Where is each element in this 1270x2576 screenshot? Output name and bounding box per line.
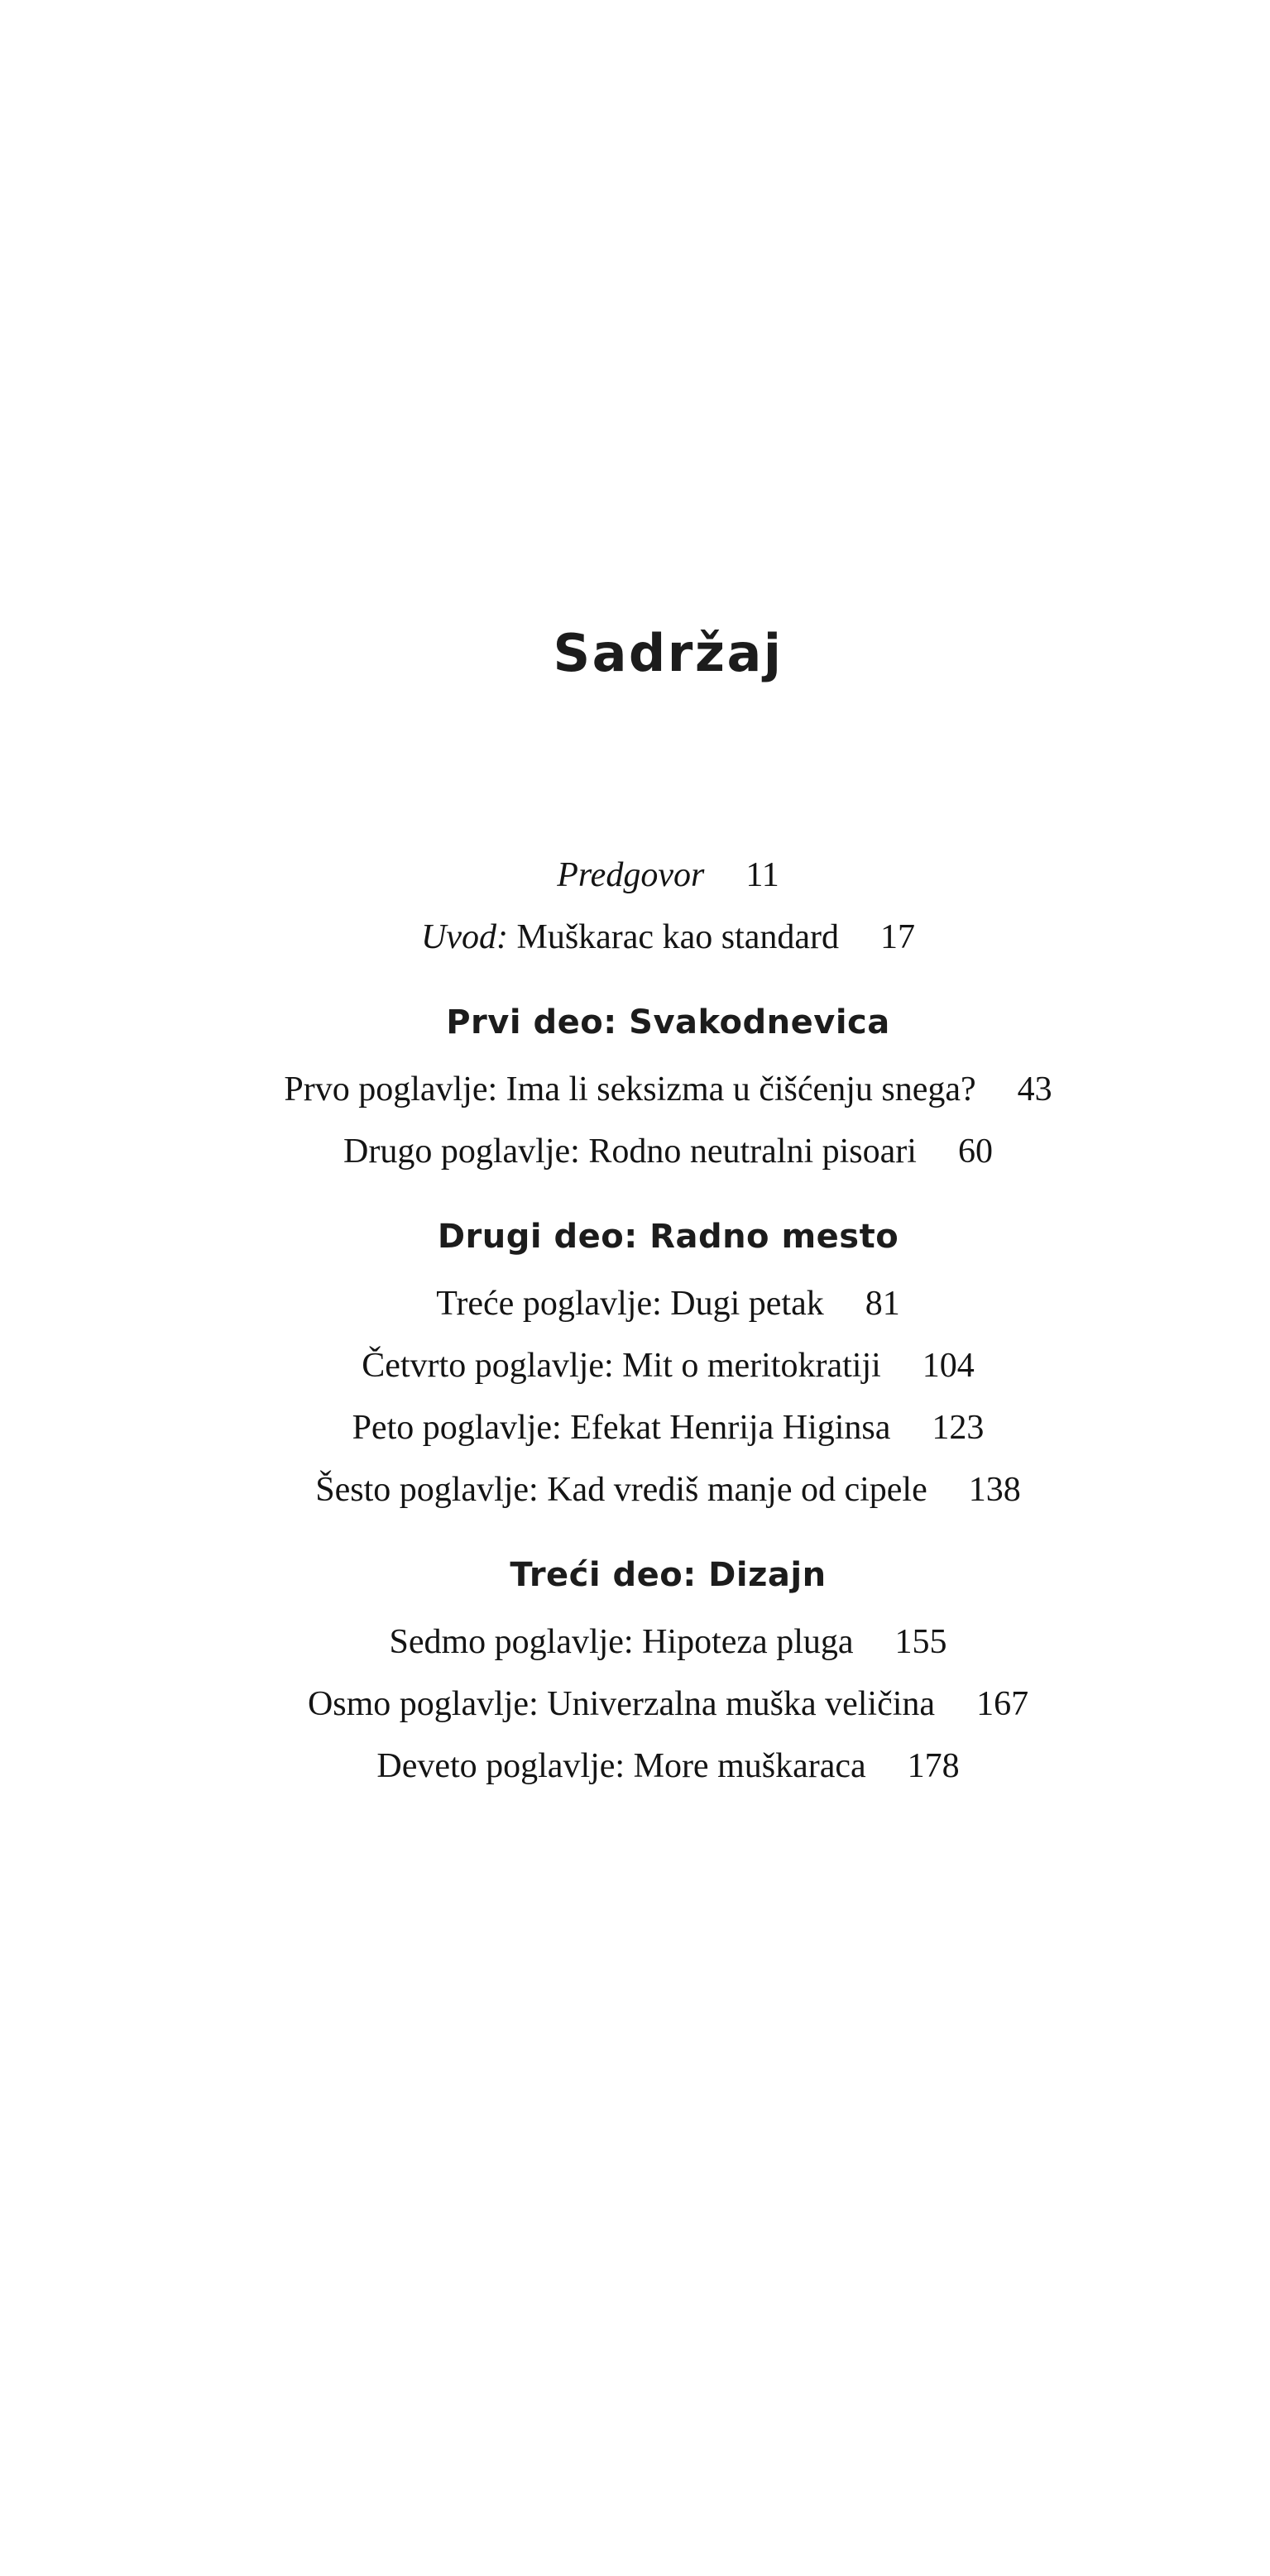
toc-entry-predgovor [66,845,1270,907]
section-heading-part-3: Treći deo: Dizajn [510,1556,827,1594]
entry-title-italic: Uvod: [421,918,508,956]
page-number: 104 [922,1347,975,1385]
entry-title-italic: Predgovor [557,856,705,894]
toc-entry-chapter-3 [66,1273,1270,1335]
entry-title: Osmo poglavlje: Univerzalna muška veličina [307,1685,936,1723]
toc-entry-chapter-9 [66,1736,1270,1798]
entry-title: Četvrto poglavlje: Mit o meritokratiji [362,1347,881,1385]
page-number: 11 [745,856,779,894]
toc-entry-chapter-4 [66,1335,1270,1397]
entry-title: Treće poglavlje: Dugi petak [436,1285,824,1323]
toc-entry-chapter-6 [66,1459,1270,1521]
page-number: 60 [957,1132,993,1171]
entry-title: Prvo poglavlje: Ima li seksizma u čišćenju snega? [284,1070,976,1108]
section-heading-part-1: Prvi deo: Svakodnevica [446,1003,890,1041]
page-number: 43 [1017,1070,1052,1108]
section-heading-part-2: Drugi deo: Radno mesto [437,1218,899,1256]
toc-entry-chapter-7 [66,1611,1270,1673]
page-number: 167 [976,1685,1029,1723]
toc-entry-chapter-5 [66,1397,1270,1459]
toc-list [66,845,1270,1798]
page-number: 81 [865,1285,900,1323]
toc-entry-chapter-2 [66,1121,1270,1183]
toc-entry-uvod [66,907,1270,969]
toc-page [0,622,1270,2576]
entry-title: Drugo poglavlje: Rodno neutralni pisoari [343,1132,917,1171]
page-number: 17 [880,918,915,956]
page-number: 178 [907,1747,960,1785]
page-title: Sadržaj [553,623,784,683]
page-number: 138 [968,1471,1021,1509]
toc-entry-chapter-1 [66,1059,1270,1121]
page-number: 123 [932,1409,985,1447]
entry-title: Šesto poglavlje: Kad vrediš manje od cipele [315,1471,927,1509]
entry-title: Sedmo poglavlje: Hipoteza pluga [389,1623,854,1661]
text-block [66,622,1270,1798]
toc-entry-chapter-8 [66,1673,1270,1736]
entry-title-rest: Muškarac kao standard [507,918,839,956]
entry-title: Deveto poglavlje: More muškaraca [376,1747,866,1785]
entry-title: Peto poglavlje: Efekat Henrija Higinsa [352,1409,891,1447]
page-number: 155 [894,1623,947,1661]
